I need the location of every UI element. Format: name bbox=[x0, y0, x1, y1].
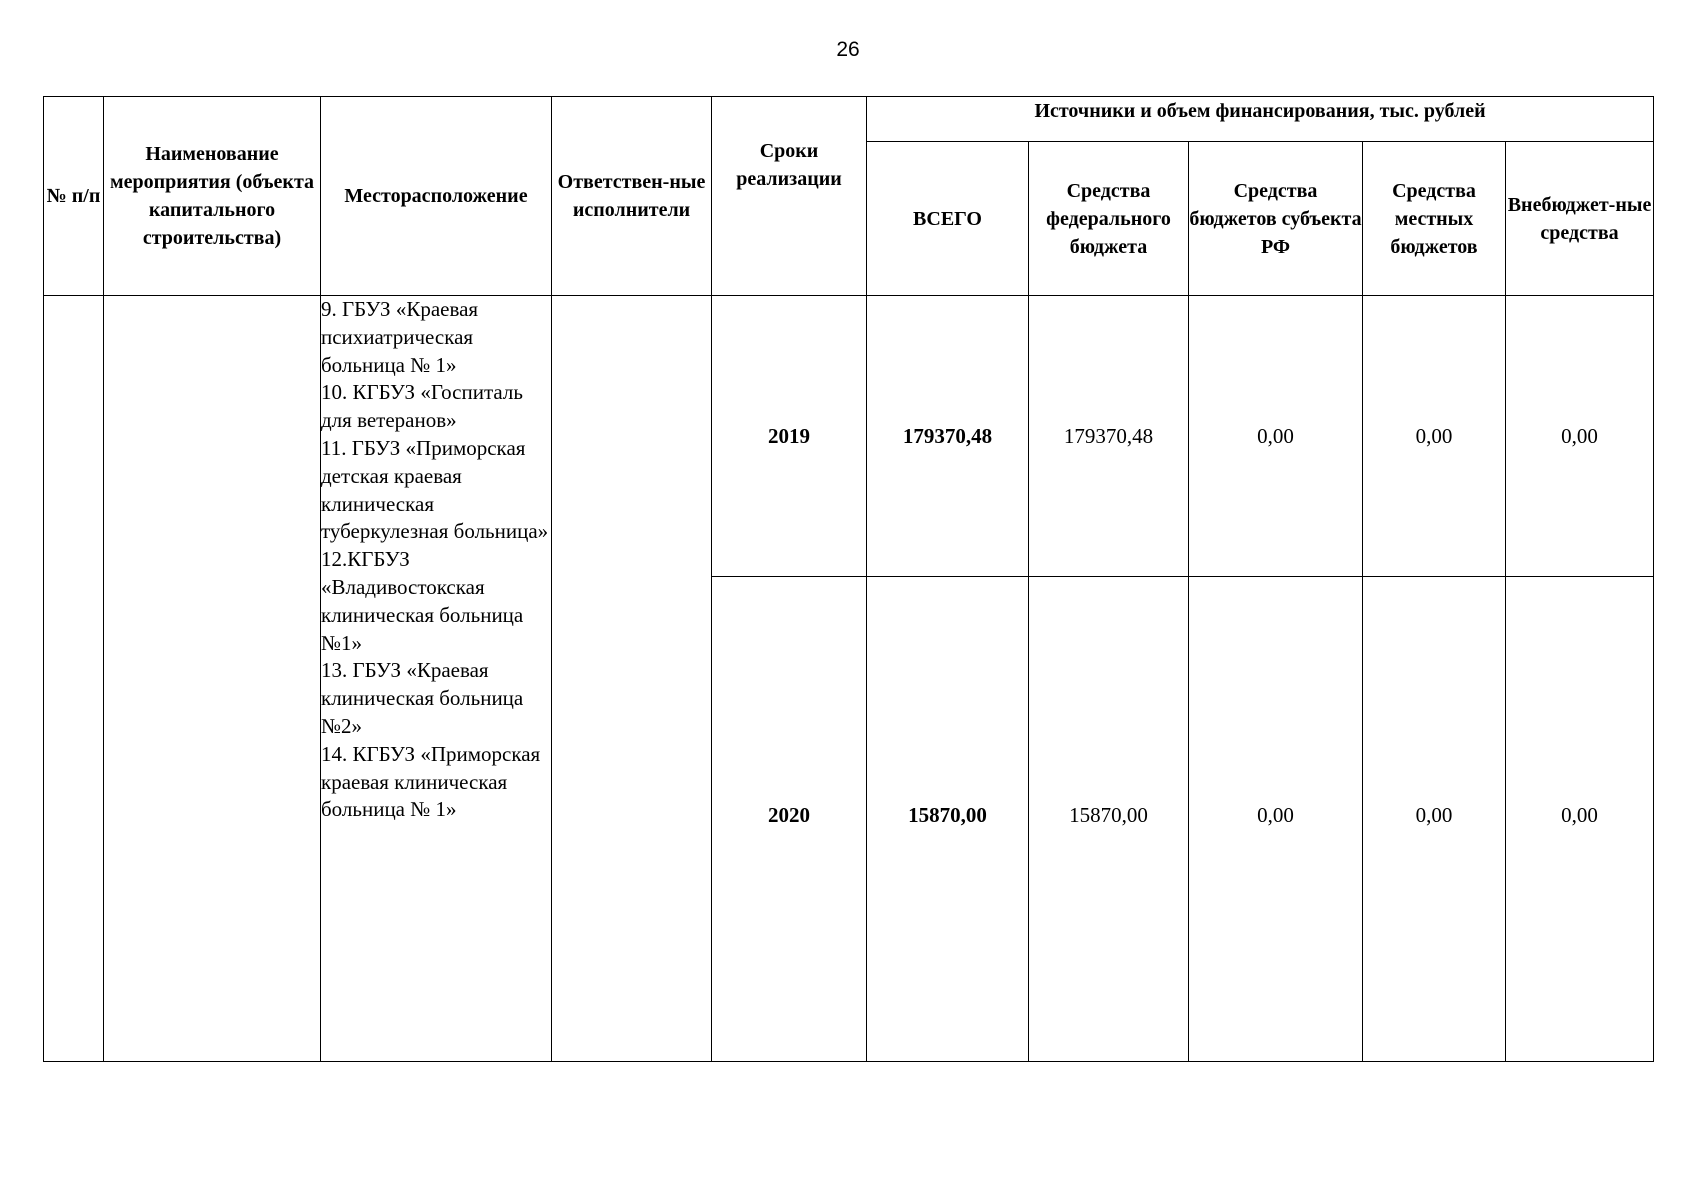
location-item: 11. ГБУЗ «Приморская детская краевая клиническая туберкулезная больница» bbox=[321, 435, 549, 544]
extrabudget-cell: 0,00 bbox=[1506, 577, 1654, 1062]
year-cell: 2020 bbox=[712, 577, 867, 1062]
funding-table bbox=[43, 96, 1654, 1062]
header-row-1 bbox=[44, 97, 1654, 142]
regional-cell: 0,00 bbox=[1189, 296, 1363, 577]
location-cell bbox=[321, 296, 552, 1062]
header-name: Наименование мероприятия (объекта капитального строительства) bbox=[104, 97, 321, 296]
total-cell: 179370,48 bbox=[867, 296, 1029, 577]
federal-cell: 179370,48 bbox=[1029, 296, 1189, 577]
extrabudget-cell: 0,00 bbox=[1506, 296, 1654, 577]
table-row bbox=[44, 296, 1654, 577]
header-responsible: Ответствен-ные исполнители bbox=[552, 97, 712, 296]
header-regional: Средства бюджетов субъекта РФ bbox=[1189, 142, 1363, 296]
location-item: 12.КГБУЗ «Владивостокская клиническая больница №1» bbox=[321, 547, 524, 655]
responsible-cell bbox=[552, 296, 712, 1062]
location-item: 9. ГБУЗ «Краевая психиатрическая больница № 1» bbox=[321, 297, 479, 377]
federal-cell: 15870,00 bbox=[1029, 577, 1189, 1062]
local-cell: 0,00 bbox=[1363, 296, 1506, 577]
location-item: 13. ГБУЗ «Краевая клиническая больница №2» bbox=[321, 658, 524, 738]
regional-cell: 0,00 bbox=[1189, 577, 1363, 1062]
header-funding-group: Источники и объем финансирования, тыс. рублей bbox=[867, 97, 1654, 142]
year-cell: 2019 bbox=[712, 296, 867, 577]
header-federal: Средства федерального бюджета bbox=[1029, 142, 1189, 296]
header-extrabudget: Внебюджет-ные средства bbox=[1506, 142, 1654, 296]
header-local: Средства местных бюджетов bbox=[1363, 142, 1506, 296]
header-period: Сроки реализации bbox=[712, 97, 867, 296]
name-cell bbox=[104, 296, 321, 1062]
header-location: Месторасположение bbox=[321, 97, 552, 296]
location-item: 10. КГБУЗ «Госпиталь для ветеранов» bbox=[321, 380, 523, 433]
location-item: 14. КГБУЗ «Приморская краевая клиническая больница № 1» bbox=[321, 741, 541, 822]
total-cell: 15870,00 bbox=[867, 577, 1029, 1062]
header-number: № п/п bbox=[44, 97, 104, 296]
local-cell: 0,00 bbox=[1363, 577, 1506, 1062]
page-number: 26 bbox=[836, 38, 860, 61]
number-cell bbox=[44, 296, 104, 1062]
header-total: ВСЕГО bbox=[867, 142, 1029, 296]
